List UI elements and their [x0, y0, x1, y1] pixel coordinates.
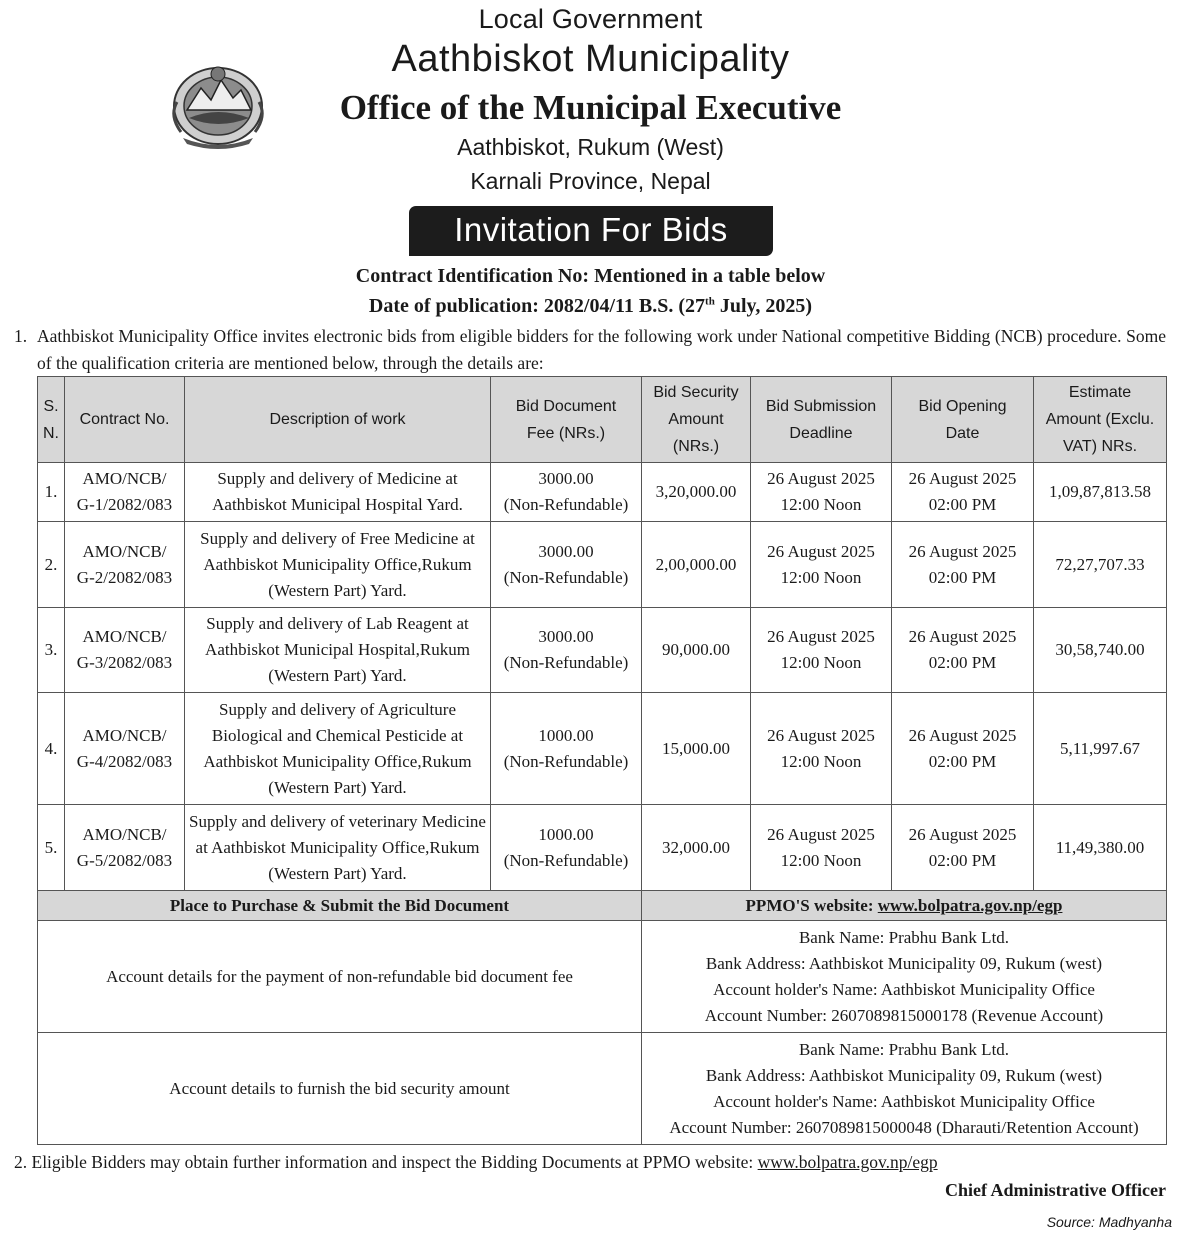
- bids-table: [37, 376, 1167, 1145]
- source-credit: Source: Madhyanha: [1046, 1214, 1172, 1230]
- invitation-banner: Invitation For Bids: [409, 206, 773, 256]
- cell-sn: 5.: [38, 805, 65, 891]
- cell-description: Supply and delivery of veterinary Medicine at Aathbiskot Municipality Office,Rukum (Western Part) Yard.: [185, 805, 491, 891]
- cell-fee: 1000.00 (Non-Refundable): [491, 693, 642, 805]
- cell-opening: 26 August 2025 02:00 PM: [892, 522, 1034, 608]
- cell-contract: AMO/NCB/ G-2/2082/083: [65, 522, 185, 608]
- bank-details: Bank Name: Prabhu Bank Ltd. Bank Address: Aathbiskot Municipality 09, Rukum (west) Account holder's Name: Aathbiskot Municipality Office Account Number: 2607089815000048 (Dharauti/Retention Account): [642, 1033, 1167, 1145]
- cell-submission: 26 August 2025 12:00 Noon: [751, 522, 892, 608]
- nepal-emblem-icon: [165, 58, 271, 150]
- header-sn: S. N.: [38, 377, 65, 463]
- cell-estimate: 5,11,997.67: [1034, 693, 1167, 805]
- cell-description: Supply and delivery of Medicine at Aathbiskot Municipal Hospital Yard.: [185, 463, 491, 522]
- header-security: Bid Security Amount (NRs.): [642, 377, 751, 463]
- cell-description: Supply and delivery of Agriculture Biological and Chemical Pesticide at Aathbiskot Municipality Office,Rukum (Western Part) Yard.: [185, 693, 491, 805]
- cell-contract: AMO/NCB/ G-3/2082/083: [65, 608, 185, 693]
- table-row: [38, 693, 1167, 805]
- cell-contract: AMO/NCB/ G-5/2082/083: [65, 805, 185, 891]
- place-label: Place to Purchase & Submit the Bid Document: [38, 891, 642, 921]
- cell-security: 15,000.00: [642, 693, 751, 805]
- municipality-name: Aathbiskot Municipality: [391, 38, 790, 80]
- cell-sn: 2.: [38, 522, 65, 608]
- bank-details: Bank Name: Prabhu Bank Ltd. Bank Address: Aathbiskot Municipality 09, Rukum (west) Account holder's Name: Aathbiskot Municipality Office Account Number: 2607089815000178 (Revenue Account): [642, 921, 1167, 1033]
- cell-contract: AMO/NCB/ G-4/2082/083: [65, 693, 185, 805]
- table-row: [38, 463, 1167, 522]
- cell-estimate: 72,27,707.33: [1034, 522, 1167, 608]
- header-submission: Bid Submission Deadline: [751, 377, 892, 463]
- office-title: Office of the Municipal Executive: [339, 88, 842, 127]
- header-doc-fee: Bid Document Fee (NRs.): [491, 377, 642, 463]
- paragraph-number: 1.: [14, 326, 28, 346]
- cell-contract: AMO/NCB/ G-1/2082/083: [65, 463, 185, 522]
- bolpatra-link[interactable]: www.bolpatra.gov.np/egp: [757, 1152, 938, 1172]
- cell-opening: 26 August 2025 02:00 PM: [892, 805, 1034, 891]
- table-row: [38, 608, 1167, 693]
- signoff: Chief Administrative Officer: [945, 1180, 1166, 1200]
- cell-estimate: 1,09,87,813.58: [1034, 463, 1167, 522]
- cell-sn: 1.: [38, 463, 65, 522]
- cell-estimate: 30,58,740.00: [1034, 608, 1167, 693]
- cell-estimate: 11,49,380.00: [1034, 805, 1167, 891]
- cell-security: 2,00,000.00: [642, 522, 751, 608]
- cell-opening: 26 August 2025 02:00 PM: [892, 463, 1034, 522]
- cell-opening: 26 August 2025 02:00 PM: [892, 608, 1034, 693]
- ppmo-website-link[interactable]: www.bolpatra.gov.np/egp: [877, 895, 1063, 915]
- account-label: Account details to furnish the bid security amount: [38, 1033, 642, 1145]
- table-row: [38, 522, 1167, 608]
- table-header-row: [38, 377, 1167, 463]
- cell-description: Supply and delivery of Lab Reagent at Aathbiskot Municipal Hospital,Rukum (Western Part) Yard.: [185, 608, 491, 693]
- cell-sn: 3.: [38, 608, 65, 693]
- paragraph-text: Eligible Bidders may obtain further information and inspect the Bidding Documents at PPMO website:: [31, 1152, 758, 1172]
- cell-fee: 1000.00 (Non-Refundable): [491, 805, 642, 891]
- address-line-2: Karnali Province, Nepal: [470, 168, 711, 194]
- cell-submission: 26 August 2025 12:00 Noon: [751, 805, 892, 891]
- cell-fee: 3000.00 (Non-Refundable): [491, 463, 642, 522]
- account-label: Account details for the payment of non-refundable bid document fee: [38, 921, 642, 1033]
- header-estimate: Estimate Amount (Exclu. VAT) NRs.: [1034, 377, 1167, 463]
- cell-fee: 3000.00 (Non-Refundable): [491, 522, 642, 608]
- header-opening: Bid Opening Date: [892, 377, 1034, 463]
- address-line-1: Aathbiskot, Rukum (West): [457, 134, 724, 160]
- cell-security: 3,20,000.00: [642, 463, 751, 522]
- cell-sn: 4.: [38, 693, 65, 805]
- paragraph-number: 2.: [14, 1152, 28, 1172]
- paragraph-1: [14, 323, 1166, 377]
- contract-id-line: Contract Identification No: Mentioned in a table below: [355, 265, 826, 287]
- table-row: [38, 805, 1167, 891]
- cell-security: 32,000.00: [642, 805, 751, 891]
- account-row-security: [38, 1033, 1167, 1145]
- cell-submission: 26 August 2025 12:00 Noon: [751, 608, 892, 693]
- paragraph-2: [14, 1149, 938, 1175]
- header-contract-no: Contract No.: [65, 377, 185, 463]
- place-row: [38, 891, 1167, 921]
- cell-submission: 26 August 2025 12:00 Noon: [751, 463, 892, 522]
- local-government-heading: Local Government: [478, 4, 703, 34]
- header-description: Description of work: [185, 377, 491, 463]
- cell-description: Supply and delivery of Free Medicine at Aathbiskot Municipality Office,Rukum (Western Part) Yard.: [185, 522, 491, 608]
- cell-opening: 26 August 2025 02:00 PM: [892, 693, 1034, 805]
- ppmo-website-cell: PPMO'S website: www.bolpatra.gov.np/egp: [642, 891, 1167, 921]
- account-row-fee: [38, 921, 1167, 1033]
- cell-submission: 26 August 2025 12:00 Noon: [751, 693, 892, 805]
- publication-date-line: Date of publication: 2082/04/11 B.S. (27th July, 2025): [368, 295, 813, 317]
- paragraph-text: Aathbiskot Municipality Office invites electronic bids from eligible bidders for the following work under National competitive Bidding (NCB) procedure. Some of the qualification criteria are mentioned below, through the details are:: [37, 326, 1166, 373]
- cell-security: 90,000.00: [642, 608, 751, 693]
- cell-fee: 3000.00 (Non-Refundable): [491, 608, 642, 693]
